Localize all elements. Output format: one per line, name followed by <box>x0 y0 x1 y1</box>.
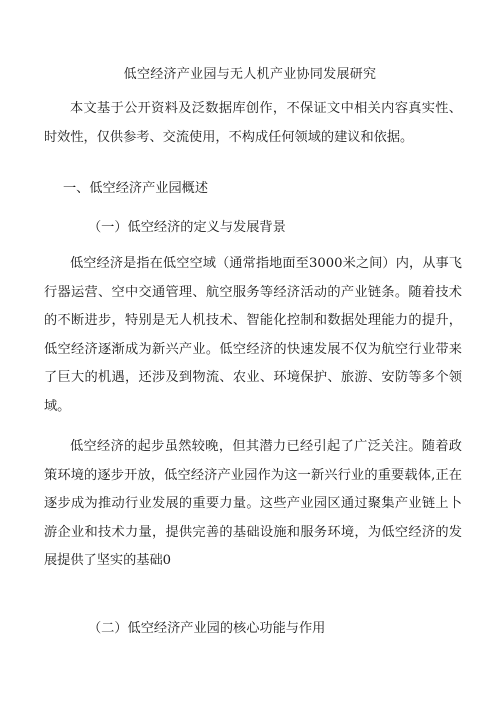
disclaimer-paragraph: 本文基于公开资料及泛数据库创作，不保证文中相关内容真实性、时效性，仅供参考、交流使用，不构成任何领域的建议和依据。 <box>44 101 462 145</box>
body-paragraph: 低空经济是指在低空空域（通常指地面至3000米之间）内，从事飞行器运营、空中交通管理、航空服务等经济活动的产业链条。随着技术的不断进步，特别是无人机技术、智能化控制和数据处理能力的提升，低空经济逐渐成为新兴产业。低空经济的快速发展不仅为航空行业带来了巨大的机遇，还涉及到物流、农业、环境保护、旅游、安防等多个领域。 <box>44 256 462 414</box>
subsection-heading: （一）低空经济的定义与发展背景 <box>88 220 286 235</box>
document-title: 低空经济产业园与无人机产业协同发展研究 <box>123 67 377 82</box>
section-heading: 一、低空经济产业园概述 <box>63 181 209 196</box>
body-paragraph: 低空经济的起步虽然较晚，但其潜力已经引起了广泛关注。随着政策环境的逐步开放，低空经济产业园作为这一新兴行业的重要载体,正在逐步成为推动行业发展的重要力量。这些产业园区通过聚集产业链上卜游企业和技术力量，提供完善的基础设施和服务环境，为低空经济的发展提供了坚实的基础0 <box>44 439 462 569</box>
subsection-heading: （二）低空经济产业园的核心功能与作用 <box>88 621 326 636</box>
